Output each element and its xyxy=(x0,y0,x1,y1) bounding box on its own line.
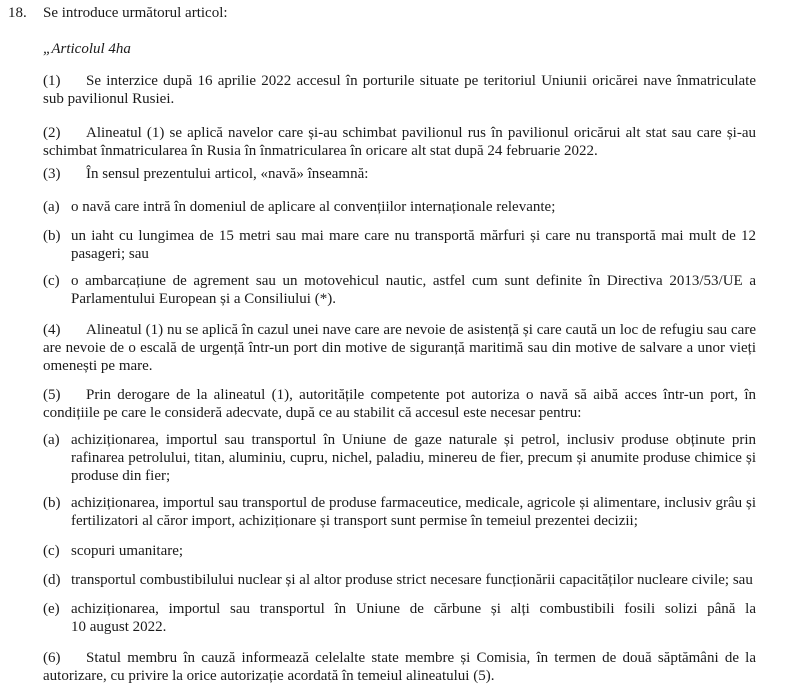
paragraph-4-line-1: Alineatul (1) nu se aplică în cazul unei nave care are nevoie de asistență și care caută un loc de refugiu sau care xyxy=(86,322,756,338)
paragraph-number: (3) xyxy=(43,166,61,182)
item-3a-line-1: o navă care intră în domeniul de aplicare al convențiilor internaționale relevante; xyxy=(71,199,556,215)
paragraph-5-line-1: Prin derogare de la alineatul (1), autoritățile competente pot autoriza o navă să aibă acces într-un port, în xyxy=(86,387,756,403)
item-letter: (c) xyxy=(43,273,60,289)
item-5d-line-1: transportul combustibilului nuclear și al altor produse strict necesare funcționării capacităților nucleare civile; sau xyxy=(71,572,753,588)
heading-text: Se introduce următorul articol: xyxy=(43,5,228,21)
paragraph-2-line-2: schimbat înmatricularea în Rusia în înmatricularea în oricare alt stat după 24 februarie 2022. xyxy=(43,143,598,159)
item-3c-line-2: Parlamentului European și a Consiliului (*). xyxy=(71,291,336,307)
item-letter: (d) xyxy=(43,572,61,588)
item-letter: (b) xyxy=(43,228,61,244)
item-5e-line-1: achiziționarea, importul sau transportul în Uniune de cărbune și alți combustibili fosili solizi până la xyxy=(71,601,756,617)
paragraph-6-line-1: Statul membru în cauză informează celelalte state membre și Comisia, în termen de două săptămâni de la xyxy=(86,650,756,666)
paragraph-3-line-1: În sensul prezentului articol, «navă» înseamnă: xyxy=(86,166,369,182)
item-3c-line-1: o ambarcațiune de agrement sau un motovehicul nautic, astfel cum sunt definite în Directiva 2013/53/UE a xyxy=(71,273,756,289)
paragraph-6-line-2: autorizare, cu privire la orice autorizație acordată în temeiul alineatului (5). xyxy=(43,668,495,684)
heading-number: 18. xyxy=(8,5,27,21)
paragraph-number: (1) xyxy=(43,73,61,89)
paragraph-number: (5) xyxy=(43,387,61,403)
paragraph-2-line-1: Alineatul (1) se aplică navelor care și-au schimbat pavilionul rus în pavilionul oricărui alt stat sau care și-au xyxy=(86,125,756,141)
paragraph-5-line-2: condițiile pe care le consideră adecvate, după ce au stabilit că accesul este necesar pentru: xyxy=(43,405,582,421)
paragraph-4-line-3: omenești pe mare. xyxy=(43,358,153,374)
item-5b-line-1: achiziționarea, importul sau transportul de produse farmaceutice, medicale, agricole și alimentare, inclusiv grâu și xyxy=(71,495,756,511)
article-title: „Articolul 4ha xyxy=(43,41,131,57)
paragraph-1-line-1: Se interzice după 16 aprilie 2022 accesul în porturile situate pe teritoriul Uniunii oricărei nave înmatriculate xyxy=(86,73,756,89)
item-letter: (e) xyxy=(43,601,60,617)
item-letter: (a) xyxy=(43,199,60,215)
paragraph-1-line-2: sub pavilionul Rusiei. xyxy=(43,91,175,107)
item-3b-line-1: un iaht cu lungimea de 15 metri sau mai mare care nu transportă mărfuri și care nu transportă mai mult de 12 xyxy=(71,228,756,244)
paragraph-4-line-2: are nevoie de o escală de urgență într-un port din motive de siguranță maritimă sau din motive de salvare a unor vieți xyxy=(43,340,756,356)
item-letter: (a) xyxy=(43,432,60,448)
item-5a-line-3: produse din fier; xyxy=(71,468,171,484)
item-5c-line-1: scopuri umanitare; xyxy=(71,543,184,559)
paragraph-number: (4) xyxy=(43,322,61,338)
item-5b-line-2: fertilizatori al căror import, achiziționare și transport sunt permise în temeiul prezentei decizii; xyxy=(71,513,638,529)
item-5a-line-1: achiziționarea, importul sau transportul în Uniune de gaze naturale și petrol, inclusiv produse obținute prin xyxy=(71,432,756,448)
item-letter: (b) xyxy=(43,495,61,511)
item-letter: (c) xyxy=(43,543,60,559)
item-5e-line-2: 10 august 2022. xyxy=(71,619,167,635)
item-3b-line-2: pasageri; sau xyxy=(71,246,149,262)
paragraph-number: (6) xyxy=(43,650,61,666)
paragraph-number: (2) xyxy=(43,125,61,141)
item-5a-line-2: rafinarea petrolului, titan, aluminiu, cupru, nichel, paladiu, minereu de fier, precum și anumite produse chimice și xyxy=(71,450,756,466)
